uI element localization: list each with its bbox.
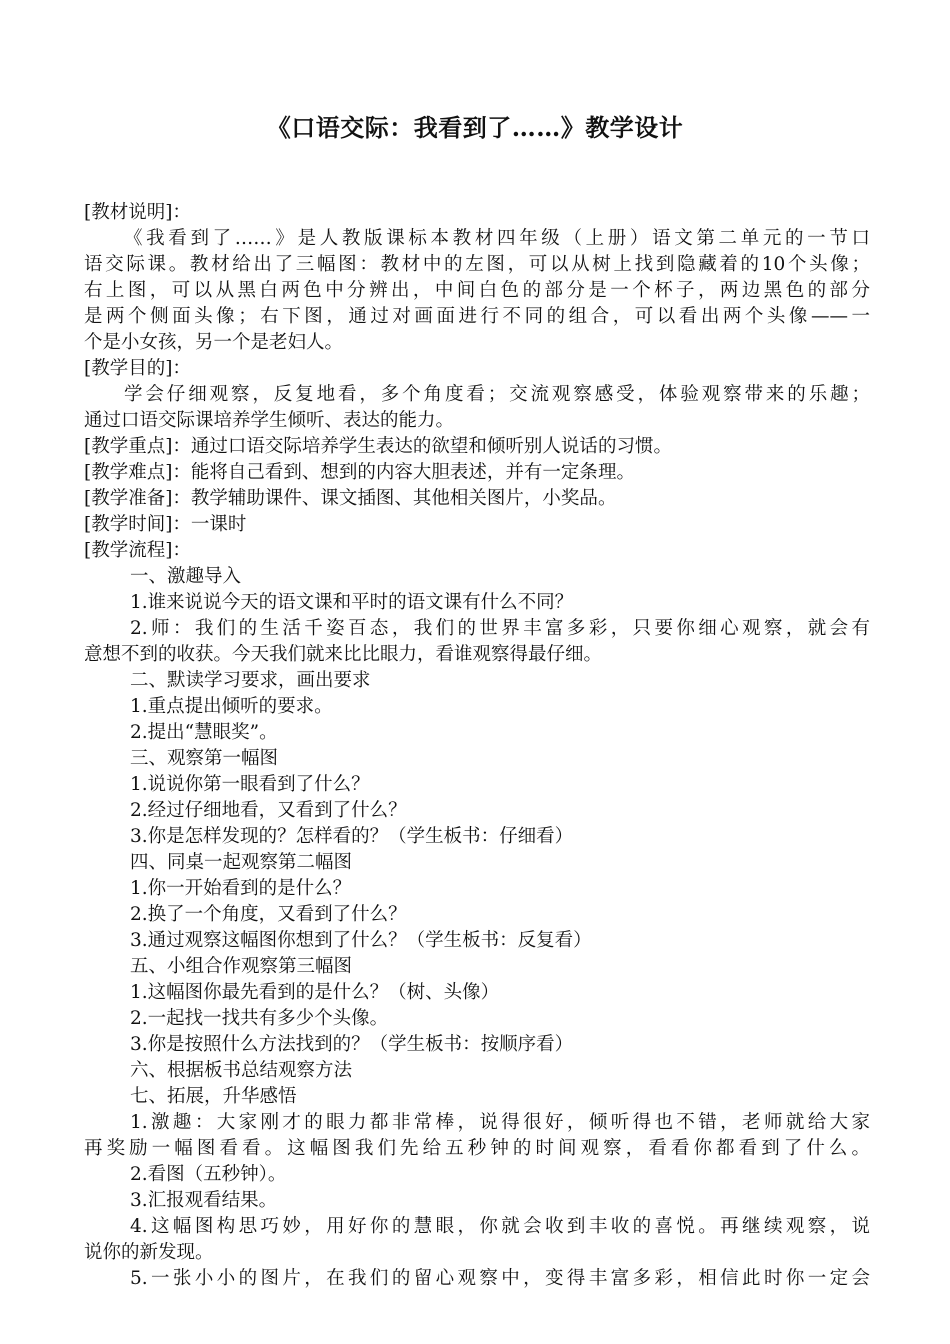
text-line: 2.看图（五秒钟）。 bbox=[130, 1164, 287, 1185]
text-line: 是两个侧面头像；右下图，通过对画面进行不同的组合，可以看出两个头像——一 bbox=[84, 306, 870, 327]
text-line: 3.你是怎样发现的？怎样看的？（学生板书：仔细看） bbox=[130, 826, 574, 847]
text-line: 说你的新发现。 bbox=[84, 1242, 214, 1263]
text-line: 《我看到了……》是人教版课标本教材四年级（上册）语文第二单元的一节口 bbox=[124, 228, 870, 249]
text-line: 通过口语交际课培养学生倾听、表达的能力。 bbox=[84, 410, 455, 431]
text-line: 3.你是按照什么方法找到的？（学生板书：按顺序看） bbox=[130, 1034, 574, 1055]
text-line: 2.经过仔细地看，又看到了什么？ bbox=[130, 800, 407, 821]
text-line: 意想不到的收获。今天我们就来比比眼力，看谁观察得最仔细。 bbox=[84, 644, 603, 665]
text-line: 1.你一开始看到的是什么？ bbox=[130, 878, 352, 899]
text-line: 七、拓展，升华感悟 bbox=[130, 1086, 297, 1107]
text-line: 1.这幅图你最先看到的是什么？（树、头像） bbox=[130, 982, 500, 1003]
text-line: 五、小组合作观察第三幅图 bbox=[130, 956, 353, 977]
text-line: 3.汇报观看结果。 bbox=[130, 1190, 278, 1211]
text-line: [教材说明]： bbox=[84, 202, 191, 223]
text-line: 二、默读学习要求，画出要求 bbox=[130, 670, 371, 691]
text-line: [教学流程]： bbox=[84, 540, 191, 561]
text-line: 5.一张小小的图片，在我们的留心观察中，变得丰富多彩，相信此时你一定会 bbox=[130, 1268, 870, 1289]
text-line: 学会仔细观察，反复地看，多个角度看；交流观察感受，体验观察带来的乐趣； bbox=[124, 384, 870, 405]
text-line: [教学准备]：教学辅助课件、课文插图、其他相关图片，小奖品。 bbox=[84, 488, 617, 509]
text-line: [教学重点]：通过口语交际培养学生表达的欲望和倾听别人说话的习惯。 bbox=[84, 436, 672, 457]
text-line: 一、激趣导入 bbox=[130, 566, 242, 587]
text-line: 六、根据板书总结观察方法 bbox=[130, 1060, 353, 1081]
text-line: 1.谁来说说今天的语文课和平时的语文课有什么不同？ bbox=[130, 592, 574, 613]
text-line: [教学目的]： bbox=[84, 358, 191, 379]
text-line: 3.通过观察这幅图你想到了什么？（学生板书：反复看） bbox=[130, 930, 592, 951]
document-body bbox=[84, 200, 870, 1292]
text-line: 1.激趣：大家刚才的眼力都非常棒，说得很好，倾听得也不错，老师就给大家 bbox=[130, 1112, 870, 1133]
text-line: 个是小女孩，另一个是老妇人。 bbox=[84, 332, 344, 353]
text-line: 1.说说你第一眼看到了什么？ bbox=[130, 774, 370, 795]
document-title: 《口语交际：我看到了……》教学设计 bbox=[266, 113, 684, 142]
text-line: 4.这幅图构思巧妙，用好你的慧眼，你就会收到丰收的喜悦。再继续观察，说 bbox=[130, 1216, 870, 1237]
text-line: 四、同桌一起观察第二幅图 bbox=[130, 852, 353, 873]
text-line: 三、观察第一幅图 bbox=[130, 748, 279, 769]
text-line: 1.重点提出倾听的要求。 bbox=[130, 696, 333, 717]
text-line: 再奖励一幅图看看。这幅图我们先给五秒钟的时间观察，看看你都看到了什么。 bbox=[84, 1138, 870, 1159]
text-line: 2.换了一个角度，又看到了什么？ bbox=[130, 904, 407, 925]
text-line: [教学时间]：一课时 bbox=[84, 514, 247, 535]
text-line: 2.提出“慧眼奖”。 bbox=[130, 722, 278, 743]
text-line: 语交际课。教材给出了三幅图：教材中的左图，可以从树上找到隐藏着的10个头像； bbox=[84, 254, 870, 275]
text-line: 2.一起找一找共有多少个头像。 bbox=[130, 1008, 389, 1029]
text-line: 2.师：我们的生活千姿百态，我们的世界丰富多彩，只要你细心观察，就会有 bbox=[130, 618, 870, 639]
text-line: 右上图，可以从黑白两色中分辨出，中间白色的部分是一个杯子，两边黑色的部分 bbox=[84, 280, 870, 301]
text-line: [教学难点]：能将自己看到、想到的内容大胆表述，并有一定条理。 bbox=[84, 462, 635, 483]
